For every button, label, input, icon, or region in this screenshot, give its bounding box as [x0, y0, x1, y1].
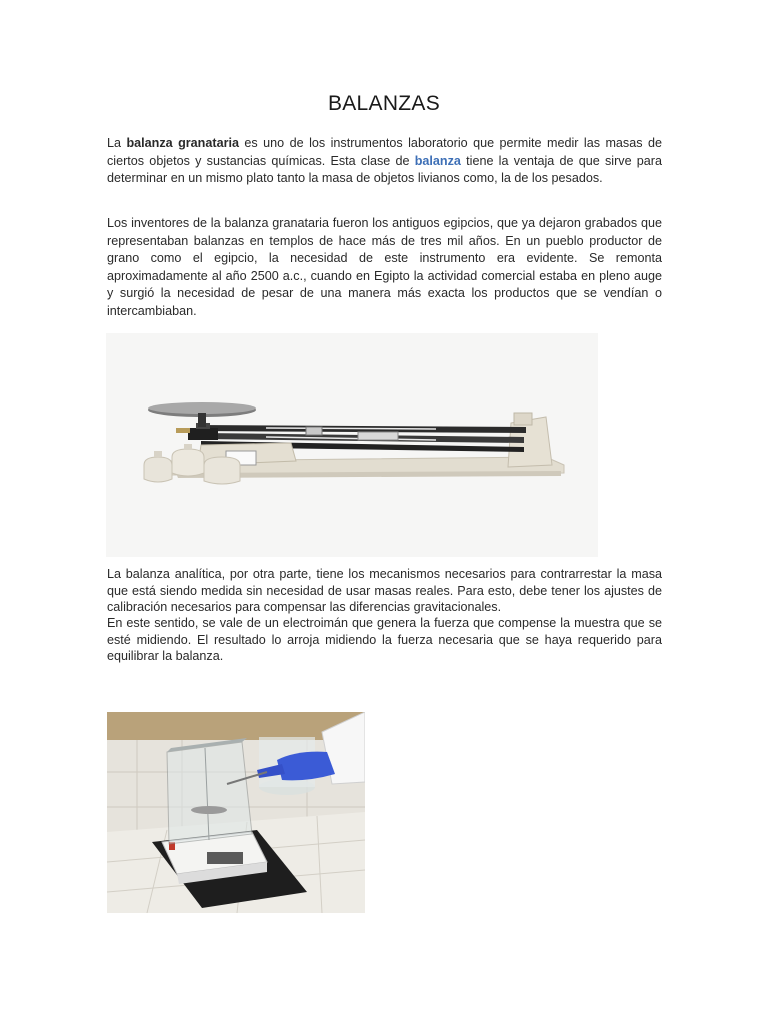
balanza-link[interactable]: balanza: [414, 153, 461, 168]
paragraph-analytical: La balanza analítica, por otra parte, tiene los mecanismos necesarios para contrarrestar la masa que está siendo medida sin necesidad de usar masas reales. Para esto, debe tener los ajustes de calibración necesarios para compensar las diferencias gravitacionales.: [107, 567, 662, 614]
triple-beam-balance-image: [106, 333, 598, 557]
paragraph-intro-middle: es uno de los instrumentos laboratorio que permite medir las masas de ciertos objetos y sustancias químicas. Esta clase de: [107, 136, 662, 168]
paragraph-intro: [107, 135, 662, 188]
paragraph-history: Los inventores de la balanza granataria fueron los antiguos egipcios, que ya dejaron grabados que representaban balanzas en templos de hace más de tres mil años. En un pueblo productor de grano como el egipcio, la necesidad de este instrumento era evidente. Se remonta aproximadamente al año 2500 a.c., cuando en Egipto la actividad comercial estaba en pleno auge y surgió la necesidad de pesar de una manera más exacta los productos que se vendían o intercambiaban.: [107, 216, 662, 318]
triple-beam-balance-illustration: [106, 333, 598, 557]
paragraph-electromagnet: En este sentido, se vale de un electroimán que genera la fuerza que compense la muestra que se esté midiendo. El resultado lo arroja midiendo la fuerza necesaria que se haya requerido para equilibrar la balanza.: [107, 616, 662, 663]
paragraph-intro-prefix: La: [107, 136, 127, 150]
term-balanza-granataria: balanza granataria: [126, 136, 239, 150]
analytical-balance-image: [107, 712, 365, 913]
analytical-balance-illustration: [107, 712, 365, 913]
paragraph-intro-suffix: tiene la ventaja de que sirve para determinar en un mismo plato tanto la masa de objetos livianos como, la de los pesados.: [107, 153, 662, 185]
page-title: BALANZAS: [327, 92, 441, 115]
